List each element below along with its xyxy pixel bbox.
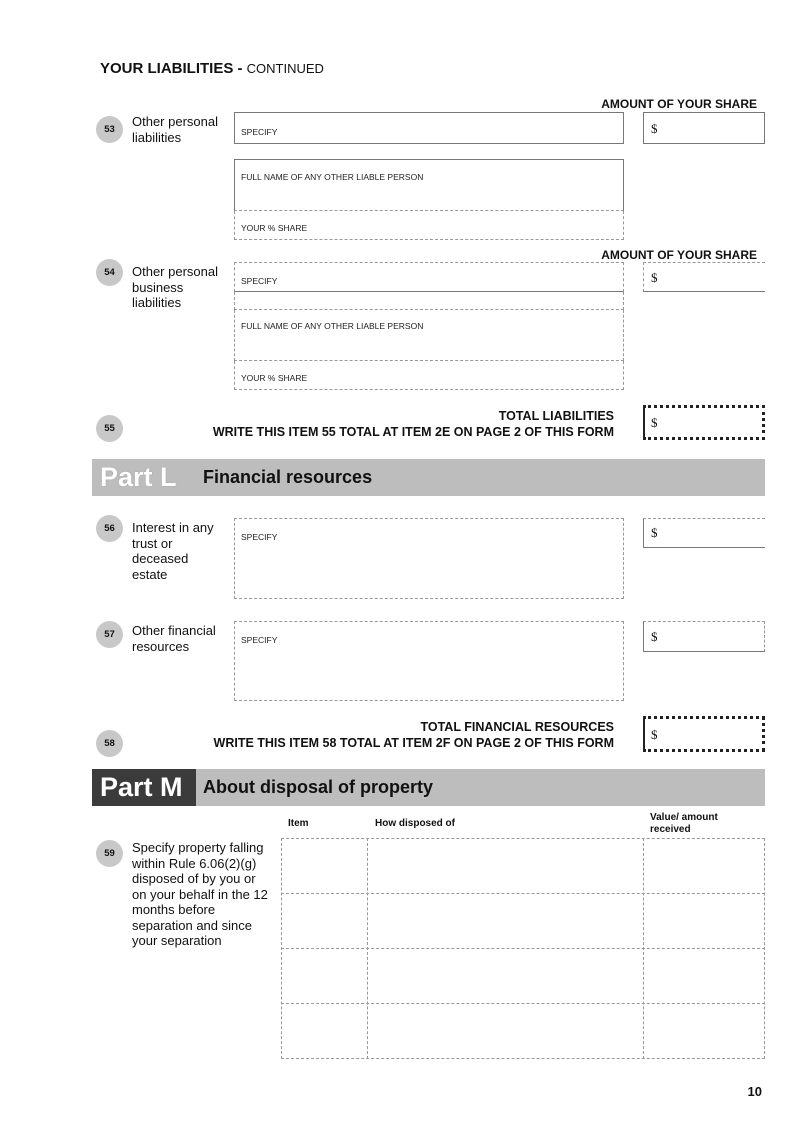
total-liabilities-title: TOTAL LIABILITIES <box>498 409 614 423</box>
specify-field-53[interactable] <box>234 112 624 144</box>
total-financial-resources-field[interactable] <box>643 716 765 752</box>
amount-field-56[interactable] <box>643 518 765 548</box>
item-number-53: 53 <box>96 116 123 143</box>
specify-field-56[interactable] <box>234 518 624 599</box>
specify-label-57: SPECIFY <box>241 635 278 645</box>
table-row-1-how-cell[interactable] <box>368 839 642 892</box>
item-label-54: Other personal business liabilities <box>132 264 218 310</box>
table-row-1-item-cell[interactable] <box>282 839 366 892</box>
amount-field-54[interactable] <box>643 262 765 292</box>
item-label-56: Interest in any trust or deceased estate <box>132 520 214 582</box>
part-m-title: About disposal of property <box>203 777 434 797</box>
section-heading <box>100 60 324 77</box>
currency-56: $ <box>651 525 658 540</box>
table-row-2-how-cell[interactable] <box>368 894 642 947</box>
item-number-58: 58 <box>96 730 123 757</box>
other-liable-person-field-54[interactable] <box>234 310 624 361</box>
other-liable-person-field-53[interactable] <box>234 159 624 211</box>
currency-57: $ <box>651 629 658 644</box>
currency-58: $ <box>651 727 658 742</box>
item-number-54: 54 <box>96 259 123 286</box>
part-m-banner <box>92 769 765 806</box>
heading-main: YOUR LIABILITIES - <box>100 60 247 77</box>
specify-label-53: SPECIFY <box>241 127 278 137</box>
specify-extra-line-54[interactable] <box>234 292 624 310</box>
item-number-57: 57 <box>96 621 123 648</box>
specify-label-54: SPECIFY <box>241 276 278 286</box>
table-row-4-item-cell[interactable] <box>282 1004 366 1058</box>
table-row-3-value-cell[interactable] <box>644 949 764 1002</box>
table-row-3-item-cell[interactable] <box>282 949 366 1002</box>
other-person-label-54: FULL NAME OF ANY OTHER LIABLE PERSON <box>241 321 424 331</box>
part-l-banner <box>92 459 765 496</box>
amount-share-title-53: AMOUNT OF YOUR SHARE <box>601 97 757 111</box>
item-number-56: 56 <box>96 515 123 542</box>
your-share-label-53: YOUR % SHARE <box>241 223 308 233</box>
specify-field-54[interactable] <box>234 262 624 292</box>
amount-field-57[interactable] <box>643 621 765 652</box>
part-m-tag: Part M <box>92 769 196 806</box>
currency-53: $ <box>651 121 658 136</box>
page-number: 10 <box>747 1084 762 1099</box>
part-l-tag: Part L <box>92 459 196 496</box>
total-financial-resources-title: TOTAL FINANCIAL RESOURCES <box>420 720 614 734</box>
other-person-label-53: FULL NAME OF ANY OTHER LIABLE PERSON <box>241 172 424 182</box>
currency-54: $ <box>651 270 658 285</box>
total-liabilities-field[interactable] <box>643 405 765 440</box>
item-label-59: Specify property falling within Rule 6.06(2)(g) disposed of by you or on your behalf in the 12 months before separation and since your separation <box>132 840 268 948</box>
specify-field-57[interactable] <box>234 621 624 701</box>
table-row-4-value-cell[interactable] <box>644 1004 764 1058</box>
specify-label-56: SPECIFY <box>241 532 278 542</box>
amount-share-title-54: AMOUNT OF YOUR SHARE <box>601 248 757 262</box>
your-share-field-54[interactable] <box>234 361 624 390</box>
currency-55: $ <box>651 415 658 430</box>
total-financial-resources-instruction: WRITE THIS ITEM 58 TOTAL AT ITEM 2F ON PAGE 2 OF THIS FORM <box>213 736 614 750</box>
item-label-53: Other personal liabilities <box>132 114 218 145</box>
part-l-title: Financial resources <box>203 467 373 487</box>
table-row-2-value-cell[interactable] <box>644 894 764 947</box>
table-row-1-value-cell[interactable] <box>644 839 764 892</box>
amount-field-53[interactable] <box>643 112 765 144</box>
column-header-item: Item <box>288 818 309 829</box>
your-share-field-53[interactable] <box>234 211 624 240</box>
item-number-59: 59 <box>96 840 123 867</box>
table-row-4-how-cell[interactable] <box>368 1004 642 1058</box>
table-row-2-item-cell[interactable] <box>282 894 366 947</box>
your-share-label-54: YOUR % SHARE <box>241 373 308 383</box>
heading-continued: CONTINUED <box>246 61 324 76</box>
total-liabilities-instruction: WRITE THIS ITEM 55 TOTAL AT ITEM 2E ON PAGE 2 OF THIS FORM <box>212 425 614 439</box>
column-header-value: Value/ amount received <box>650 812 718 835</box>
column-header-how-disposed: How disposed of <box>375 818 455 829</box>
item-label-57: Other financial resources <box>132 623 216 654</box>
item-number-55: 55 <box>96 415 123 442</box>
table-row-3-how-cell[interactable] <box>368 949 642 1002</box>
